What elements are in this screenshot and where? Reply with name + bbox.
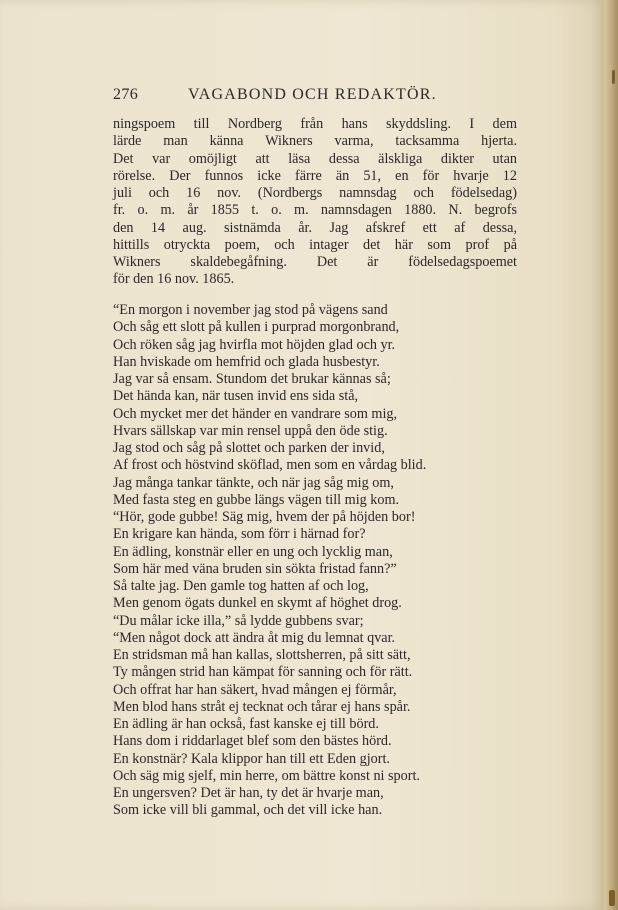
- poem-line: Jag var så ensam. Stundom det brukar kännas så;: [113, 371, 391, 387]
- poem-line: “En morgon i november jag stod på vägens sand: [113, 302, 388, 318]
- poem-line: Hans dom i riddarlaget blef som den bästes hörd.: [113, 733, 392, 750]
- prose-line: för den 16 nov. 1865.: [113, 271, 235, 288]
- edge-mark: [612, 70, 615, 84]
- poem-line: En ungersven? Det är han, ty det är hvarje man,: [113, 785, 384, 801]
- running-title: VAGABOND OCH REDAKTÖR.: [188, 86, 437, 103]
- poem-line: En stridsman må han kallas, slottsherren, på sitt sätt,: [113, 647, 411, 663]
- poem-line: “Men något dock att ändra åt mig du lemnat qvar.: [113, 629, 396, 646]
- poem-line: Och mycket mer det händer en vandrare som mig,: [113, 405, 398, 422]
- page-edge: [604, 0, 618, 910]
- poem-line: Men blod hans stråt ej tecknat och tårar ej hans spår.: [113, 698, 411, 715]
- poem-line: Och röken såg jag hvirfla mot höjden glad och yr.: [113, 336, 396, 353]
- poem-line: Med fasta steg en gubbe längs vägen till mig kom.: [113, 491, 400, 508]
- prose-line: den 14 aug. sistnämda år. Jag afskref ett af dessa,: [113, 219, 517, 236]
- poem: [113, 302, 517, 820]
- prose-line: juli och 16 nov. (Nordbergs namnsdag och födelsedag): [113, 185, 517, 201]
- poem-line: Af frost och höstvind sköflad, men som en vårdag blid.: [113, 457, 427, 474]
- poem-line: En ädling, konstnär eller en ung och lycklig man,: [113, 543, 393, 560]
- prose-line: ningspoem till Nordberg från hans skyddsling. I dem: [113, 116, 517, 132]
- poem-line: Som icke vill bli gammal, och det vill icke han.: [113, 802, 383, 819]
- prose-paragraph: [113, 116, 517, 289]
- poem-line: En krigare kan hända, som förr i härnad for?: [113, 526, 366, 543]
- prose-line: fr. o. m. år 1855 t. o. m. namnsdagen 1880. N. begrofs: [113, 202, 517, 219]
- poem-line: Han hviskade om hemfrid och glada husbestyr.: [113, 353, 380, 370]
- poem-line: En ädling är han också, fast kanske ej till börd.: [113, 716, 379, 732]
- poem-line: Och offrat har han säkert, hvad mången ej förmår,: [113, 681, 397, 698]
- prose-line: hittills otryckta poem, och intager det här som prof på: [113, 236, 517, 253]
- poem-line: Ty mången strid han kämpat för sanning och för rätt.: [113, 664, 413, 681]
- prose-line: lärde man känna Wikners varma, tacksamma hjerta.: [113, 133, 517, 150]
- poem-line: Och säg mig sjelf, min herre, om bättre konst ni sport.: [113, 767, 420, 784]
- edge-mark: [609, 890, 615, 906]
- poem-line: Så talte jag. Den gamle tog hatten af och log,: [113, 578, 369, 594]
- poem-line: Jag många tankar tänkte, och när jag såg mig om,: [113, 474, 394, 491]
- poem-line: Och såg ett slott på kullen i purprad morgonbrand,: [113, 319, 400, 336]
- poem-line: Jag stod och såg på slottet och parken der invid,: [113, 440, 385, 456]
- prose-line: Wikners skaldebegåfning. Det är födelsedagspoemet: [113, 254, 517, 270]
- prose-line: Det var omöjligt att läsa dessa älskliga dikter utan: [113, 150, 517, 167]
- poem-line: Det hända kan, när tusen invid ens sida stå,: [113, 388, 359, 405]
- poem-line: Som här med väna bruden sin sökta fristad fann?”: [113, 560, 397, 577]
- poem-line: Hvars sällskap var min rensel uppå den öde stig.: [113, 422, 388, 439]
- poem-line: “Hör, gode gubbe! Säg mig, hvem der på höjden bor!: [113, 509, 416, 525]
- poem-line: “Du målar icke illa,” så lydde gubbens svar;: [113, 612, 364, 629]
- poem-line: Men genom ögats dunkel en skymt af höghet drog.: [113, 595, 402, 612]
- prose-line: rörelse. Der funnos icke färre än 51, en för hvarje 12: [113, 167, 517, 184]
- poem-line: En konstnär? Kala klippor han till ett Eden gjort.: [113, 750, 390, 767]
- page-number: 276: [113, 86, 139, 103]
